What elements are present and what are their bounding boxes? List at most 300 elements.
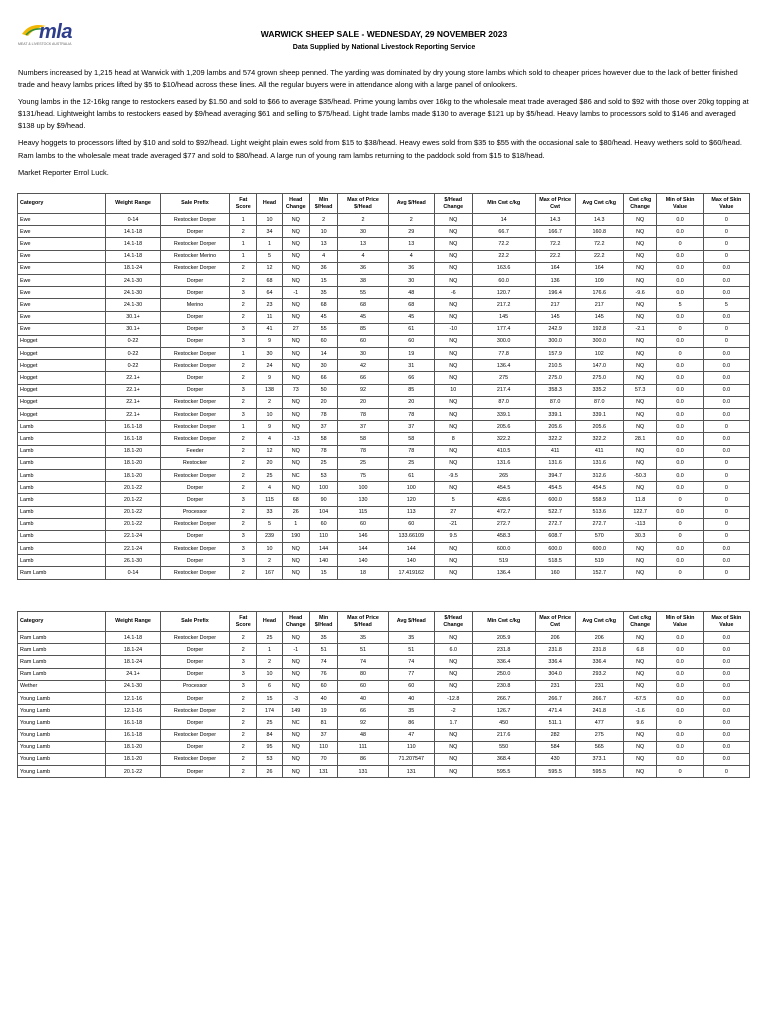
- table-cell: 131.6: [472, 457, 535, 469]
- table-cell: Hogget: [18, 384, 106, 396]
- table-cell: 231.8: [472, 644, 535, 656]
- table-cell: 217: [535, 299, 575, 311]
- table-cell: 24.1-30: [106, 274, 161, 286]
- table-cell: 266.7: [472, 692, 535, 704]
- table-cell: NQ: [434, 482, 472, 494]
- table-cell: 2: [388, 214, 434, 226]
- table-cell: 100: [388, 482, 434, 494]
- table-cell: NQ: [623, 421, 657, 433]
- table-cell: 76: [309, 668, 337, 680]
- table-cell: 86: [338, 753, 388, 765]
- table-cell: 140: [338, 555, 388, 567]
- table-cell: 60: [388, 335, 434, 347]
- table-cell: Restocker Dorper: [160, 238, 229, 250]
- table-cell: 38: [338, 274, 388, 286]
- table-cell: NQ: [282, 555, 309, 567]
- table-cell: Restocker Dorper: [160, 214, 229, 226]
- column-header: Category: [18, 194, 106, 214]
- table-cell: 0.0: [703, 372, 749, 384]
- column-header: Min of Skin Value: [657, 612, 703, 632]
- table-row: [18, 741, 750, 753]
- column-header: Head Change: [282, 194, 309, 214]
- table-cell: 27: [282, 323, 309, 335]
- table-cell: 0: [703, 335, 749, 347]
- table-cell: Restocker Dorper: [160, 543, 229, 555]
- table-cell: 74: [388, 656, 434, 668]
- table-cell: 0.0: [657, 360, 703, 372]
- table-cell: 28.1: [623, 433, 657, 445]
- table-cell: NQ: [434, 226, 472, 238]
- table-cell: 0.0: [703, 717, 749, 729]
- table-cell: Processor: [160, 680, 229, 692]
- table-cell: 2: [257, 396, 282, 408]
- table-cell: 60: [338, 680, 388, 692]
- table-cell: 205.9: [472, 632, 535, 644]
- table-cell: 2: [230, 717, 257, 729]
- table-cell: 16.1-18: [106, 433, 161, 445]
- table-cell: -10: [434, 323, 472, 335]
- table-cell: 10: [257, 409, 282, 421]
- column-header: Cwt c/kg Change: [623, 194, 657, 214]
- table-cell: 0.0: [657, 335, 703, 347]
- table-cell: Lamb: [18, 543, 106, 555]
- table-cell: 304.0: [535, 668, 575, 680]
- table-cell: NQ: [282, 409, 309, 421]
- table-cell: 1: [230, 250, 257, 262]
- table-cell: 16.1-18: [106, 421, 161, 433]
- table-cell: -1: [282, 287, 309, 299]
- table-row: [18, 753, 750, 765]
- table-cell: 2: [230, 311, 257, 323]
- table-cell: 140: [309, 555, 337, 567]
- table-cell: 11: [257, 311, 282, 323]
- table-cell: 30: [338, 348, 388, 360]
- table-cell: NQ: [434, 360, 472, 372]
- table-cell: 37: [388, 421, 434, 433]
- table-cell: NQ: [434, 543, 472, 555]
- table-cell: 9: [257, 421, 282, 433]
- table-cell: 205.6: [472, 421, 535, 433]
- table-cell: NQ: [282, 396, 309, 408]
- table-cell: NQ: [282, 656, 309, 668]
- table-cell: 558.9: [575, 494, 623, 506]
- table-cell: NQ: [434, 396, 472, 408]
- table-cell: -21: [434, 518, 472, 530]
- table-cell: 136.4: [472, 567, 535, 579]
- table-cell: Lamb: [18, 494, 106, 506]
- table-cell: 282: [535, 729, 575, 741]
- table-cell: NQ: [282, 311, 309, 323]
- table-cell: NQ: [623, 274, 657, 286]
- table-cell: 454.5: [575, 482, 623, 494]
- table-cell: Dorper: [160, 656, 229, 668]
- table-cell: 428.6: [472, 494, 535, 506]
- table-cell: 110: [388, 741, 434, 753]
- table-cell: 19: [309, 705, 337, 717]
- table-cell: NQ: [623, 372, 657, 384]
- table-cell: 210.5: [535, 360, 575, 372]
- table-row: [18, 766, 750, 778]
- table-cell: NQ: [623, 214, 657, 226]
- page-title: WARWICK SHEEP SALE - WEDNESDAY, 29 NOVEMBER 2023: [260, 29, 508, 39]
- table-cell: 2: [230, 482, 257, 494]
- table-cell: 41: [257, 323, 282, 335]
- table-cell: 25: [257, 469, 282, 481]
- table-cell: 0.0: [703, 668, 749, 680]
- table-cell: 48: [388, 287, 434, 299]
- table-cell: 231: [575, 680, 623, 692]
- table-row: [18, 384, 750, 396]
- table-cell: Dorper: [160, 311, 229, 323]
- table-cell: 14.3: [575, 214, 623, 226]
- table-cell: Restocker Dorper: [160, 360, 229, 372]
- table-cell: 71.207547: [388, 753, 434, 765]
- table-cell: 30: [388, 274, 434, 286]
- table-cell: NQ: [434, 632, 472, 644]
- table-cell: 18.1-24: [106, 656, 161, 668]
- table-cell: 22.1+: [106, 396, 161, 408]
- table-cell: 0.0: [657, 729, 703, 741]
- table-cell: 9.5: [434, 530, 472, 542]
- table-cell: -67.5: [623, 692, 657, 704]
- table-cell: 266.7: [575, 692, 623, 704]
- table-cell: 12.1-16: [106, 692, 161, 704]
- table-cell: NQ: [282, 445, 309, 457]
- table-row: [18, 421, 750, 433]
- table-cell: 600.0: [535, 494, 575, 506]
- table-cell: 34: [257, 226, 282, 238]
- table-cell: 18.1-20: [106, 741, 161, 753]
- table-cell: 66.7: [472, 226, 535, 238]
- table-cell: NQ: [623, 238, 657, 250]
- table-cell: 0.0: [657, 741, 703, 753]
- table-cell: 0.0: [657, 287, 703, 299]
- table-cell: 55: [309, 323, 337, 335]
- table-cell: 68: [257, 274, 282, 286]
- table-cell: 120.7: [472, 287, 535, 299]
- table-cell: 477: [575, 717, 623, 729]
- table-cell: 152.7: [575, 567, 623, 579]
- column-header: Max of Skin Value: [703, 194, 749, 214]
- table-cell: NQ: [623, 482, 657, 494]
- table-cell: Young Lamb: [18, 766, 106, 778]
- table-cell: Feeder: [160, 445, 229, 457]
- table-cell: NQ: [623, 299, 657, 311]
- table-cell: 519: [575, 555, 623, 567]
- table-cell: 0: [657, 766, 703, 778]
- table-cell: NQ: [282, 421, 309, 433]
- logo-subtitle: MEAT & LIVESTOCK AUSTRALIA: [18, 42, 72, 46]
- column-header: Max of Price Cwt: [535, 612, 575, 632]
- table-cell: 164: [575, 262, 623, 274]
- table-cell: 70: [309, 753, 337, 765]
- table-cell: 0.0: [703, 692, 749, 704]
- table-cell: 12: [257, 262, 282, 274]
- table-cell: 18.1-20: [106, 445, 161, 457]
- table-cell: 133.66109: [388, 530, 434, 542]
- table-cell: -113: [623, 518, 657, 530]
- table-cell: 275: [575, 729, 623, 741]
- report-paragraph-1: Numbers increased by 1,215 head at Warwick with 1,209 lambs and 574 grown sheep penned. The yarding was dominated by dry young store lambs which sold to cheaper prices however due to the lack of better finished trade and heavy lambs prices lifted by $5 to $10/head across these lines. All the regular buyers were in attendance along with a large panel of onlookers.: [18, 68, 738, 90]
- table-cell: 1: [257, 644, 282, 656]
- table-cell: 272.7: [472, 518, 535, 530]
- table-cell: NQ: [623, 250, 657, 262]
- table-cell: 25: [257, 632, 282, 644]
- table-cell: 0.0: [657, 543, 703, 555]
- table-cell: 53: [257, 753, 282, 765]
- column-header: Max of Price Cwt: [535, 194, 575, 214]
- table-cell: 78: [388, 445, 434, 457]
- table-cell: 1: [282, 518, 309, 530]
- table-cell: 149: [282, 705, 309, 717]
- table-row: [18, 469, 750, 481]
- table-cell: Restocker Dorper: [160, 396, 229, 408]
- table-cell: 3: [230, 287, 257, 299]
- column-header: Min $/Head: [309, 612, 337, 632]
- table-cell: 18.1-24: [106, 644, 161, 656]
- table-cell: -2: [434, 705, 472, 717]
- table-cell: 3: [230, 530, 257, 542]
- table-cell: -6: [434, 287, 472, 299]
- table-cell: 20.1-22: [106, 766, 161, 778]
- table-cell: 9: [257, 335, 282, 347]
- table-cell: 42: [338, 360, 388, 372]
- table-cell: NQ: [623, 226, 657, 238]
- table-cell: Young Lamb: [18, 753, 106, 765]
- column-header: Min of Skin Value: [657, 194, 703, 214]
- table-cell: 60: [388, 680, 434, 692]
- table-cell: 104: [309, 506, 337, 518]
- table-cell: 2: [257, 656, 282, 668]
- table-cell: 144: [388, 543, 434, 555]
- table-cell: 36: [388, 262, 434, 274]
- table-cell: NQ: [434, 348, 472, 360]
- table-cell: NQ: [623, 335, 657, 347]
- table-cell: NQ: [623, 360, 657, 372]
- table-cell: NQ: [623, 396, 657, 408]
- table-cell: 336.4: [575, 656, 623, 668]
- table-cell: 513.6: [575, 506, 623, 518]
- table-cell: 13: [388, 238, 434, 250]
- table-cell: Ewe: [18, 226, 106, 238]
- table-cell: 0.0: [703, 287, 749, 299]
- table-cell: 0: [703, 506, 749, 518]
- table-cell: 87.0: [575, 396, 623, 408]
- table-cell: 33: [257, 506, 282, 518]
- table-cell: 600.0: [535, 543, 575, 555]
- table-cell: 109: [575, 274, 623, 286]
- table-cell: 10: [434, 384, 472, 396]
- table-cell: 2: [230, 299, 257, 311]
- table-cell: 25: [257, 717, 282, 729]
- table-body: [18, 214, 750, 580]
- table-cell: 111: [338, 741, 388, 753]
- table-cell: 0.0: [657, 214, 703, 226]
- table-cell: 0.0: [703, 445, 749, 457]
- table-cell: 0.0: [703, 409, 749, 421]
- table-cell: Dorper: [160, 555, 229, 567]
- table-cell: 35: [309, 632, 337, 644]
- table-cell: 68: [282, 494, 309, 506]
- column-header: Category: [18, 612, 106, 632]
- table-cell: Merino: [160, 299, 229, 311]
- column-header: Avg Cwt c/kg: [575, 194, 623, 214]
- table-cell: 60: [388, 518, 434, 530]
- table-cell: 145: [535, 311, 575, 323]
- table-cell: 18.1-20: [106, 469, 161, 481]
- table-cell: 358.3: [535, 384, 575, 396]
- table-cell: Restocker Dorper: [160, 705, 229, 717]
- table-row: [18, 311, 750, 323]
- table-cell: 454.5: [472, 482, 535, 494]
- column-header: Avg $/Head: [388, 194, 434, 214]
- table-cell: NQ: [434, 274, 472, 286]
- table-cell: NQ: [282, 238, 309, 250]
- table-cell: 5: [657, 299, 703, 311]
- table-cell: 518.5: [535, 555, 575, 567]
- table-cell: 167: [257, 567, 282, 579]
- table-cell: 2: [230, 262, 257, 274]
- table-row: [18, 518, 750, 530]
- table-cell: 0-22: [106, 360, 161, 372]
- table-cell: 3: [230, 384, 257, 396]
- table-cell: 608.7: [535, 530, 575, 542]
- table-cell: NQ: [434, 445, 472, 457]
- table-cell: 26: [257, 766, 282, 778]
- table-cell: NQ: [434, 421, 472, 433]
- table-cell: 2: [338, 214, 388, 226]
- table-cell: Restocker Dorper: [160, 753, 229, 765]
- table-cell: 3: [230, 323, 257, 335]
- table-cell: NQ: [623, 680, 657, 692]
- table-cell: Hogget: [18, 360, 106, 372]
- column-header: Head Change: [282, 612, 309, 632]
- table-cell: 57.3: [623, 384, 657, 396]
- table-cell: 20.1-22: [106, 482, 161, 494]
- table-cell: 19: [388, 348, 434, 360]
- table-cell: 35: [388, 632, 434, 644]
- table-cell: Dorper: [160, 668, 229, 680]
- table-cell: 14: [309, 348, 337, 360]
- table-cell: 272.7: [575, 518, 623, 530]
- table-cell: 192.8: [575, 323, 623, 335]
- table-cell: 60: [309, 335, 337, 347]
- column-header: Head: [257, 194, 282, 214]
- table-cell: 10: [257, 214, 282, 226]
- table-cell: NQ: [434, 741, 472, 753]
- table-cell: 78: [338, 445, 388, 457]
- column-header: Min Cwt c/kg: [472, 612, 535, 632]
- table-cell: 0-14: [106, 214, 161, 226]
- table-cell: 2: [230, 518, 257, 530]
- table-row: [18, 360, 750, 372]
- table-cell: 30.1+: [106, 323, 161, 335]
- table-cell: 136: [535, 274, 575, 286]
- table-row: [18, 372, 750, 384]
- table-cell: 18.1-20: [106, 753, 161, 765]
- table-cell: 68: [338, 299, 388, 311]
- table-cell: NQ: [282, 274, 309, 286]
- table-row: [18, 494, 750, 506]
- table-cell: 1: [230, 348, 257, 360]
- table-cell: 85: [338, 323, 388, 335]
- table-cell: 0.0: [657, 680, 703, 692]
- table-cell: Processor: [160, 506, 229, 518]
- table-cell: 300.0: [535, 335, 575, 347]
- table-cell: 0: [657, 567, 703, 579]
- table-cell: 166.7: [535, 226, 575, 238]
- table-cell: 0.0: [657, 433, 703, 445]
- table-cell: Dorper: [160, 226, 229, 238]
- table-cell: 64: [257, 287, 282, 299]
- table-cell: 131: [338, 766, 388, 778]
- table-cell: NQ: [434, 372, 472, 384]
- table-cell: -13: [282, 433, 309, 445]
- table-cell: 144: [338, 543, 388, 555]
- table-row: [18, 506, 750, 518]
- table-row: [18, 717, 750, 729]
- column-header: Weight Range: [106, 612, 161, 632]
- table-cell: 3: [230, 409, 257, 421]
- table-cell: 37: [309, 421, 337, 433]
- table-cell: Lamb: [18, 433, 106, 445]
- table-cell: 0: [657, 494, 703, 506]
- table-row: [18, 226, 750, 238]
- table-cell: 86: [388, 717, 434, 729]
- table-cell: 339.1: [472, 409, 535, 421]
- table-row: [18, 457, 750, 469]
- table-cell: 25: [309, 457, 337, 469]
- table-cell: 5: [257, 250, 282, 262]
- table-row: [18, 335, 750, 347]
- table-cell: 138: [257, 384, 282, 396]
- table-cell: 272.7: [535, 518, 575, 530]
- table-cell: 3: [230, 494, 257, 506]
- table-cell: 110: [309, 741, 337, 753]
- column-header: Sale Prefix: [160, 194, 229, 214]
- table-cell: NQ: [434, 680, 472, 692]
- table-row: [18, 530, 750, 542]
- table-cell: 160: [535, 567, 575, 579]
- table-cell: 145: [472, 311, 535, 323]
- report-paragraph-3: Heavy hoggets to processors lifted by $10 and sold to $92/head. Light weight plain ewes sold from $15 to $38/head. Heavy ewes sold from $35 to $55 with the occasional sale to $80/head. Heavy wethers sold to $60/head. Ram lambs to the wholesale meat trade averaged $77 and sold to $80/head. A large run of young ram lambs returning to the paddock sold from $15 to $18/head.: [18, 138, 742, 160]
- table-cell: 0: [657, 530, 703, 542]
- table-cell: Lamb: [18, 555, 106, 567]
- table-cell: 0: [657, 323, 703, 335]
- table-cell: 0.0: [703, 656, 749, 668]
- table-row: [18, 680, 750, 692]
- table-cell: 74: [338, 656, 388, 668]
- table-cell: 0.0: [703, 433, 749, 445]
- table-cell: 85: [388, 384, 434, 396]
- table-cell: Restocker Merino: [160, 250, 229, 262]
- table-cell: 600.0: [575, 543, 623, 555]
- table-cell: NQ: [623, 729, 657, 741]
- table-cell: 0.0: [657, 421, 703, 433]
- table-cell: 0: [703, 766, 749, 778]
- table-cell: 66: [388, 372, 434, 384]
- table-cell: 73: [282, 384, 309, 396]
- table-cell: 10: [257, 543, 282, 555]
- table-cell: 322.2: [472, 433, 535, 445]
- table-cell: Wether: [18, 680, 106, 692]
- table-cell: NQ: [623, 543, 657, 555]
- table-cell: 2: [230, 753, 257, 765]
- table-cell: 40: [388, 692, 434, 704]
- table-cell: 47: [388, 729, 434, 741]
- table-cell: 131: [309, 766, 337, 778]
- table-cell: NQ: [623, 445, 657, 457]
